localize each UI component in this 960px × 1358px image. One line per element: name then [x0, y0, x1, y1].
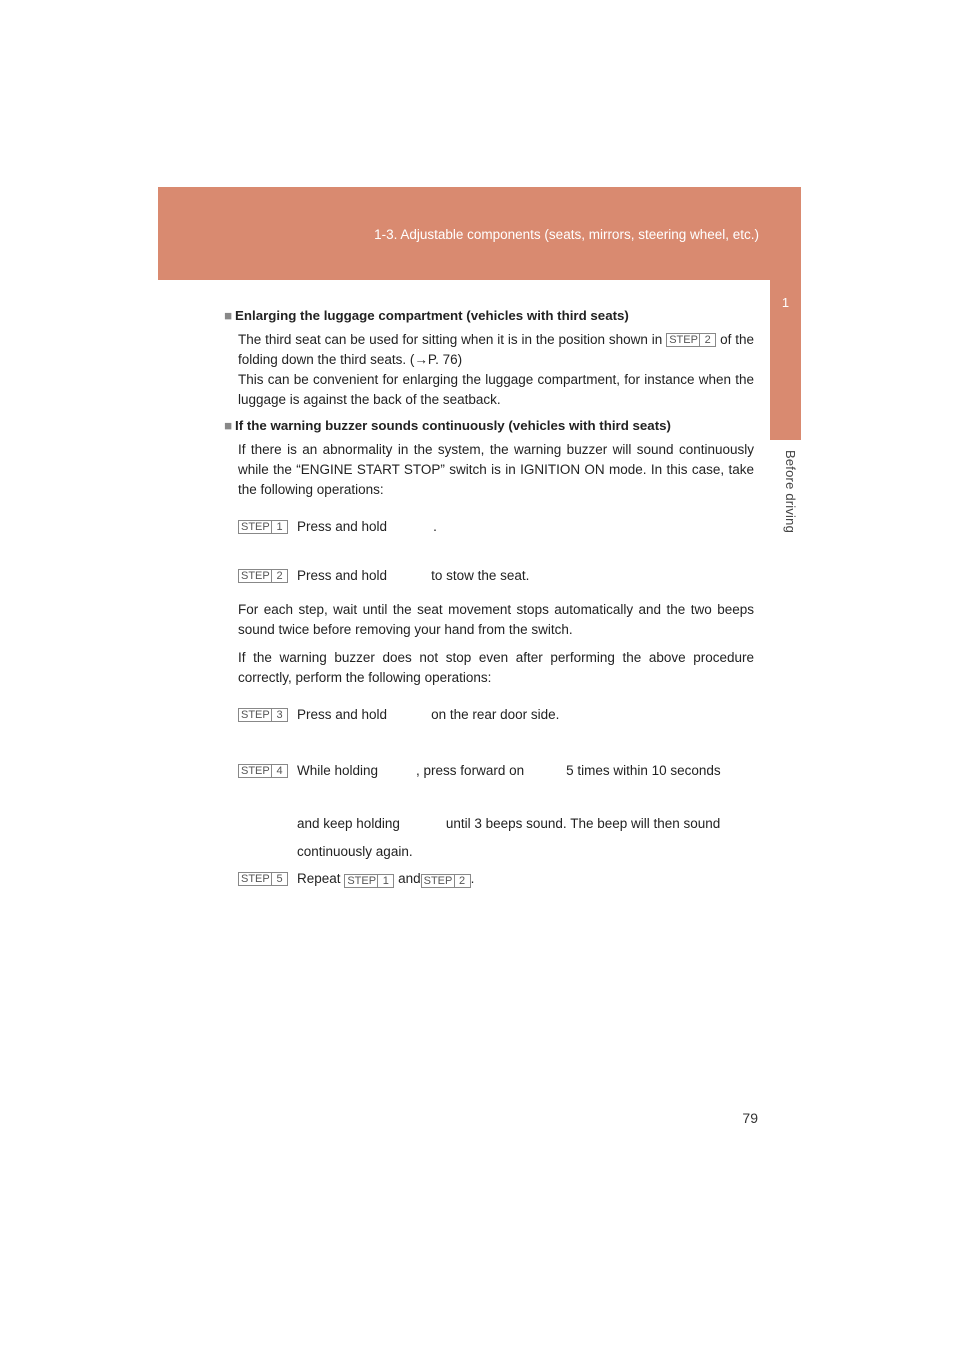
- step-badge: STEP 2: [666, 333, 716, 347]
- step-3: STEP 3 Press and hold on the rear door side.: [238, 705, 754, 725]
- step-badge: STEP 1: [238, 520, 288, 534]
- step-2: STEP 2 Press and hold to stow the seat.: [238, 566, 754, 586]
- paragraph: For each step, wait until the seat movement stops automatically and the two beeps sound twice before removing your hand from the switch.: [238, 602, 754, 637]
- chapter-number: 1: [781, 295, 790, 310]
- step-4: STEP 4 While holding , press forward on 5 times within 10 seconds and keep holding until 3 beeps sound. The beep will then sound continuously again.: [238, 761, 754, 862]
- step-5: STEP 5 Repeat STEP 1 and STEP 2 .: [238, 869, 754, 889]
- page-number: 79: [742, 1110, 758, 1126]
- section-heading-luggage: ■ Enlarging the luggage compartment (vehicles with third seats): [224, 308, 629, 323]
- step-badge: STEP 3: [238, 708, 288, 722]
- step-badge: STEP 2: [238, 569, 288, 583]
- chapter-header: [158, 187, 801, 280]
- chapter-side-label: Before driving: [783, 450, 798, 534]
- step-badge: STEP 1: [344, 874, 394, 888]
- step-1: STEP 1 Press and hold .: [238, 517, 754, 537]
- step-badge: STEP 5: [238, 872, 288, 886]
- section-marker: ■: [224, 418, 233, 433]
- paragraph: If the warning buzzer does not stop even after performing the above procedure correctly, perform the following operations:: [238, 650, 754, 685]
- paragraph: The third seat can be used for sitting when it is in the position shown in STEP 2 of the folding down the third seats. (→P. 76): [238, 332, 754, 367]
- chapter-side-tab: [770, 280, 801, 440]
- section-marker: ■: [224, 308, 233, 323]
- paragraph: This can be convenient for enlarging the luggage compartment, for instance when the luggage is against the back of the seatback.: [238, 372, 754, 407]
- paragraph: If there is an abnormality in the system, the warning buzzer will sound continuously while the “ENGINE START STOP” switch is in IGNITION ON mode. In this case, take the following operations:: [238, 442, 754, 497]
- chapter-title: 1-3. Adjustable components (seats, mirrors, steering wheel, etc.): [374, 227, 759, 242]
- step-badge: STEP 2: [421, 874, 471, 888]
- section-heading-buzzer: ■ If the warning buzzer sounds continuously (vehicles with third seats): [224, 418, 671, 433]
- page-content: [224, 306, 754, 889]
- step-badge: STEP 4: [238, 764, 288, 778]
